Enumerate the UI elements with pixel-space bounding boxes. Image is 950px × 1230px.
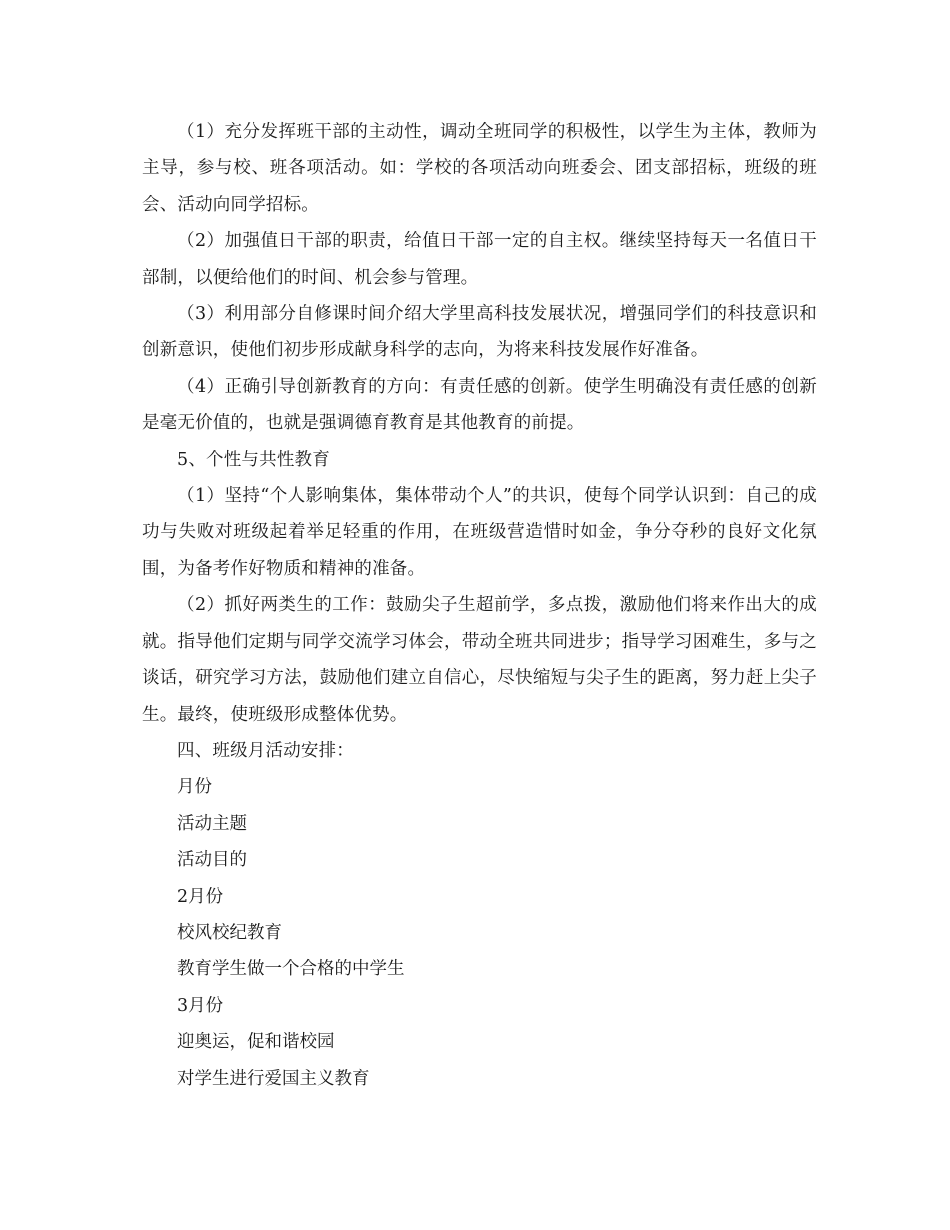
section-heading-individuality: 5、个性与共性教育 <box>177 449 330 470</box>
table-cell-purpose-mar: 对学生进行爱国主义教育 <box>177 1068 370 1089</box>
table-cell-month-feb: 2月份 <box>177 886 224 907</box>
table-cell-theme-mar: 迎奥运，促和谐校园 <box>177 1032 335 1053</box>
paragraph-1: （1）充分发挥班干部的主动性，调动全班同学的积极性，以学生为主体，教师为主导，参与校、班各项活动。如：学校的各项活动向班委会、团支部招标，班级的班会、活动向同学招标。 <box>142 122 817 215</box>
table-header-month: 月份 <box>177 777 212 798</box>
section-heading-monthly-activities: 四、班级月活动安排： <box>177 740 354 761</box>
table-header-theme: 活动主题 <box>177 813 247 834</box>
paragraph-2: （2）加强值日干部的职责，给值日干部一定的自主权。继续坚持每天一名值日干部制，以便给他们的时间、机会参与管理。 <box>142 231 817 288</box>
table-cell-purpose-feb: 教育学生做一个合格的中学生 <box>177 959 405 980</box>
paragraph-5: （1）坚持“个人影响集体，集体带动个人”的共识，使每个同学认识到：自己的成功与失败对班级起着举足轻重的作用，在班级营造惜时如金，争分夺秒的良好文化氛围，为备考作好物质和精神的准备。 <box>142 486 817 579</box>
table-cell-theme-feb: 校风校纪教育 <box>177 922 282 943</box>
table-header-purpose: 活动目的 <box>177 850 247 871</box>
paragraph-4: （4）正确引导创新教育的方向：有责任感的创新。使学生明确没有责任感的创新是毫无价值的，也就是强调德育教育是其他教育的前提。 <box>142 376 817 434</box>
paragraph-3: （3）利用部分自修课时间介绍大学里高科技发展状况，增强同学们的科技意识和创新意识，使他们初步形成献身科学的志向，为将来科技发展作好准备。 <box>142 304 817 361</box>
paragraph-6: （2）抓好两类生的工作：鼓励尖子生超前学，多点拨，激励他们将来作出大的成就。指导他们定期与同学交流学习体会，带动全班共同进步；指导学习困难生，多与之谈话，研究学习方法，鼓励他们建立自信心，尽快缩短与尖子生的距离，努力赶上尖子生。最终，使班级形成整体优势。 <box>142 595 817 725</box>
document-page <box>142 114 817 1097</box>
table-cell-month-mar: 3月份 <box>177 995 224 1016</box>
